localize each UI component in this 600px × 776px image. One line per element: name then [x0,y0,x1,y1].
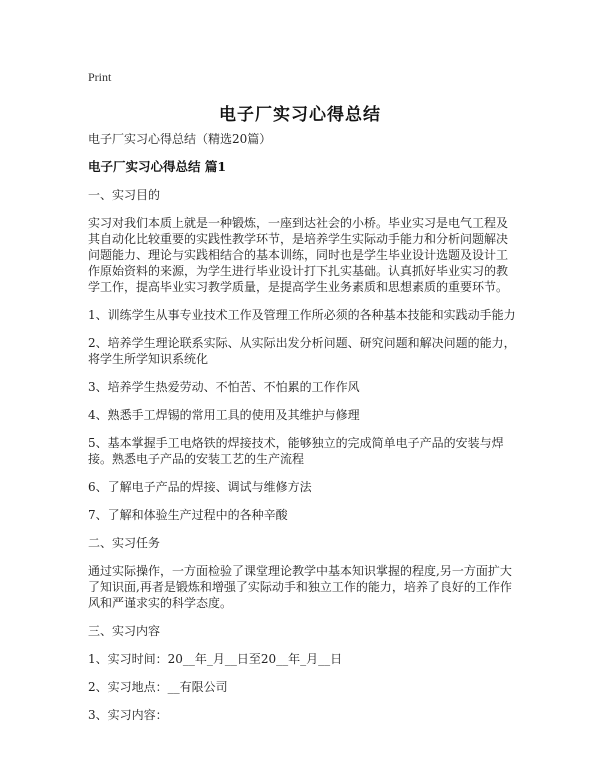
document-body [88,131,518,735]
paragraph-tasks: 通过实际操作，一方面检验了课堂理论教学中基本知识掌握的程度,另一方面扩大了知识面,再者是锻炼和增强了实际动手和独立工作的能力，培养了良好的工作作风和严谨求实的科学态度。 [88,564,512,610]
list-item: 6、了解电子产品的焊接、调试与维修方法 [88,480,312,494]
detail-item: 3、实习内容： [88,708,168,722]
paragraph-purpose: 实习对我们本质上就是一种锻炼，一座到达社会的小桥。毕业实习是电气工程及其自动化比较重要的实践性教学环节，是培养学生实际动手能力和分析问题解决问题能力、理论与实践相结合的基本训练，同时也是学生毕业设计选题及设计工作原始资料的来源，为学生进行毕业设计打下扎实基础。认真抓好毕业实习的教学工作，提高毕业实习教学质量，是提高学生业务素质和思想素质的重要环节。 [88,216,509,294]
heading-purpose: 一、实习目的 [88,188,161,202]
list-item: 7、了解和体验生产过程中的各种辛酸 [88,508,288,522]
document-subtitle: 电子厂实习心得总结（精选20篇） [88,132,272,146]
section-title: 电子厂实习心得总结 篇1 [88,159,227,174]
document-title: 电子厂实习心得总结 [219,105,381,125]
list-item: 5、基本掌握手工电烙铁的焊接技术，能够独立的完成简单电子产品的安装与焊接。熟悉电子产品的安装工艺的生产流程 [88,436,504,466]
detail-item: 2、实习地点：__有限公司 [88,680,228,694]
heading-content: 三、实习内容 [88,624,161,638]
list-item: 3、培养学生热爱劳动、不怕苦、不怕累的工作作风 [88,380,360,394]
heading-tasks: 二、实习任务 [88,536,161,550]
print-label: Print [88,70,112,84]
list-item: 2、培养学生理论联系实际、从实际出发分析问题、研究问题和解决问题的能力，将学生所学知识系统化 [88,336,516,366]
list-item: 4、熟悉手工焊锡的常用工具的使用及其维护与修理 [88,408,360,422]
list-item: 1、训练学生从事专业技术工作及管理工作所必须的各种基本技能和实践动手能力 [88,308,516,322]
detail-item: 1、实习时间：20__年_月__日至20__年_月__日 [88,652,343,666]
